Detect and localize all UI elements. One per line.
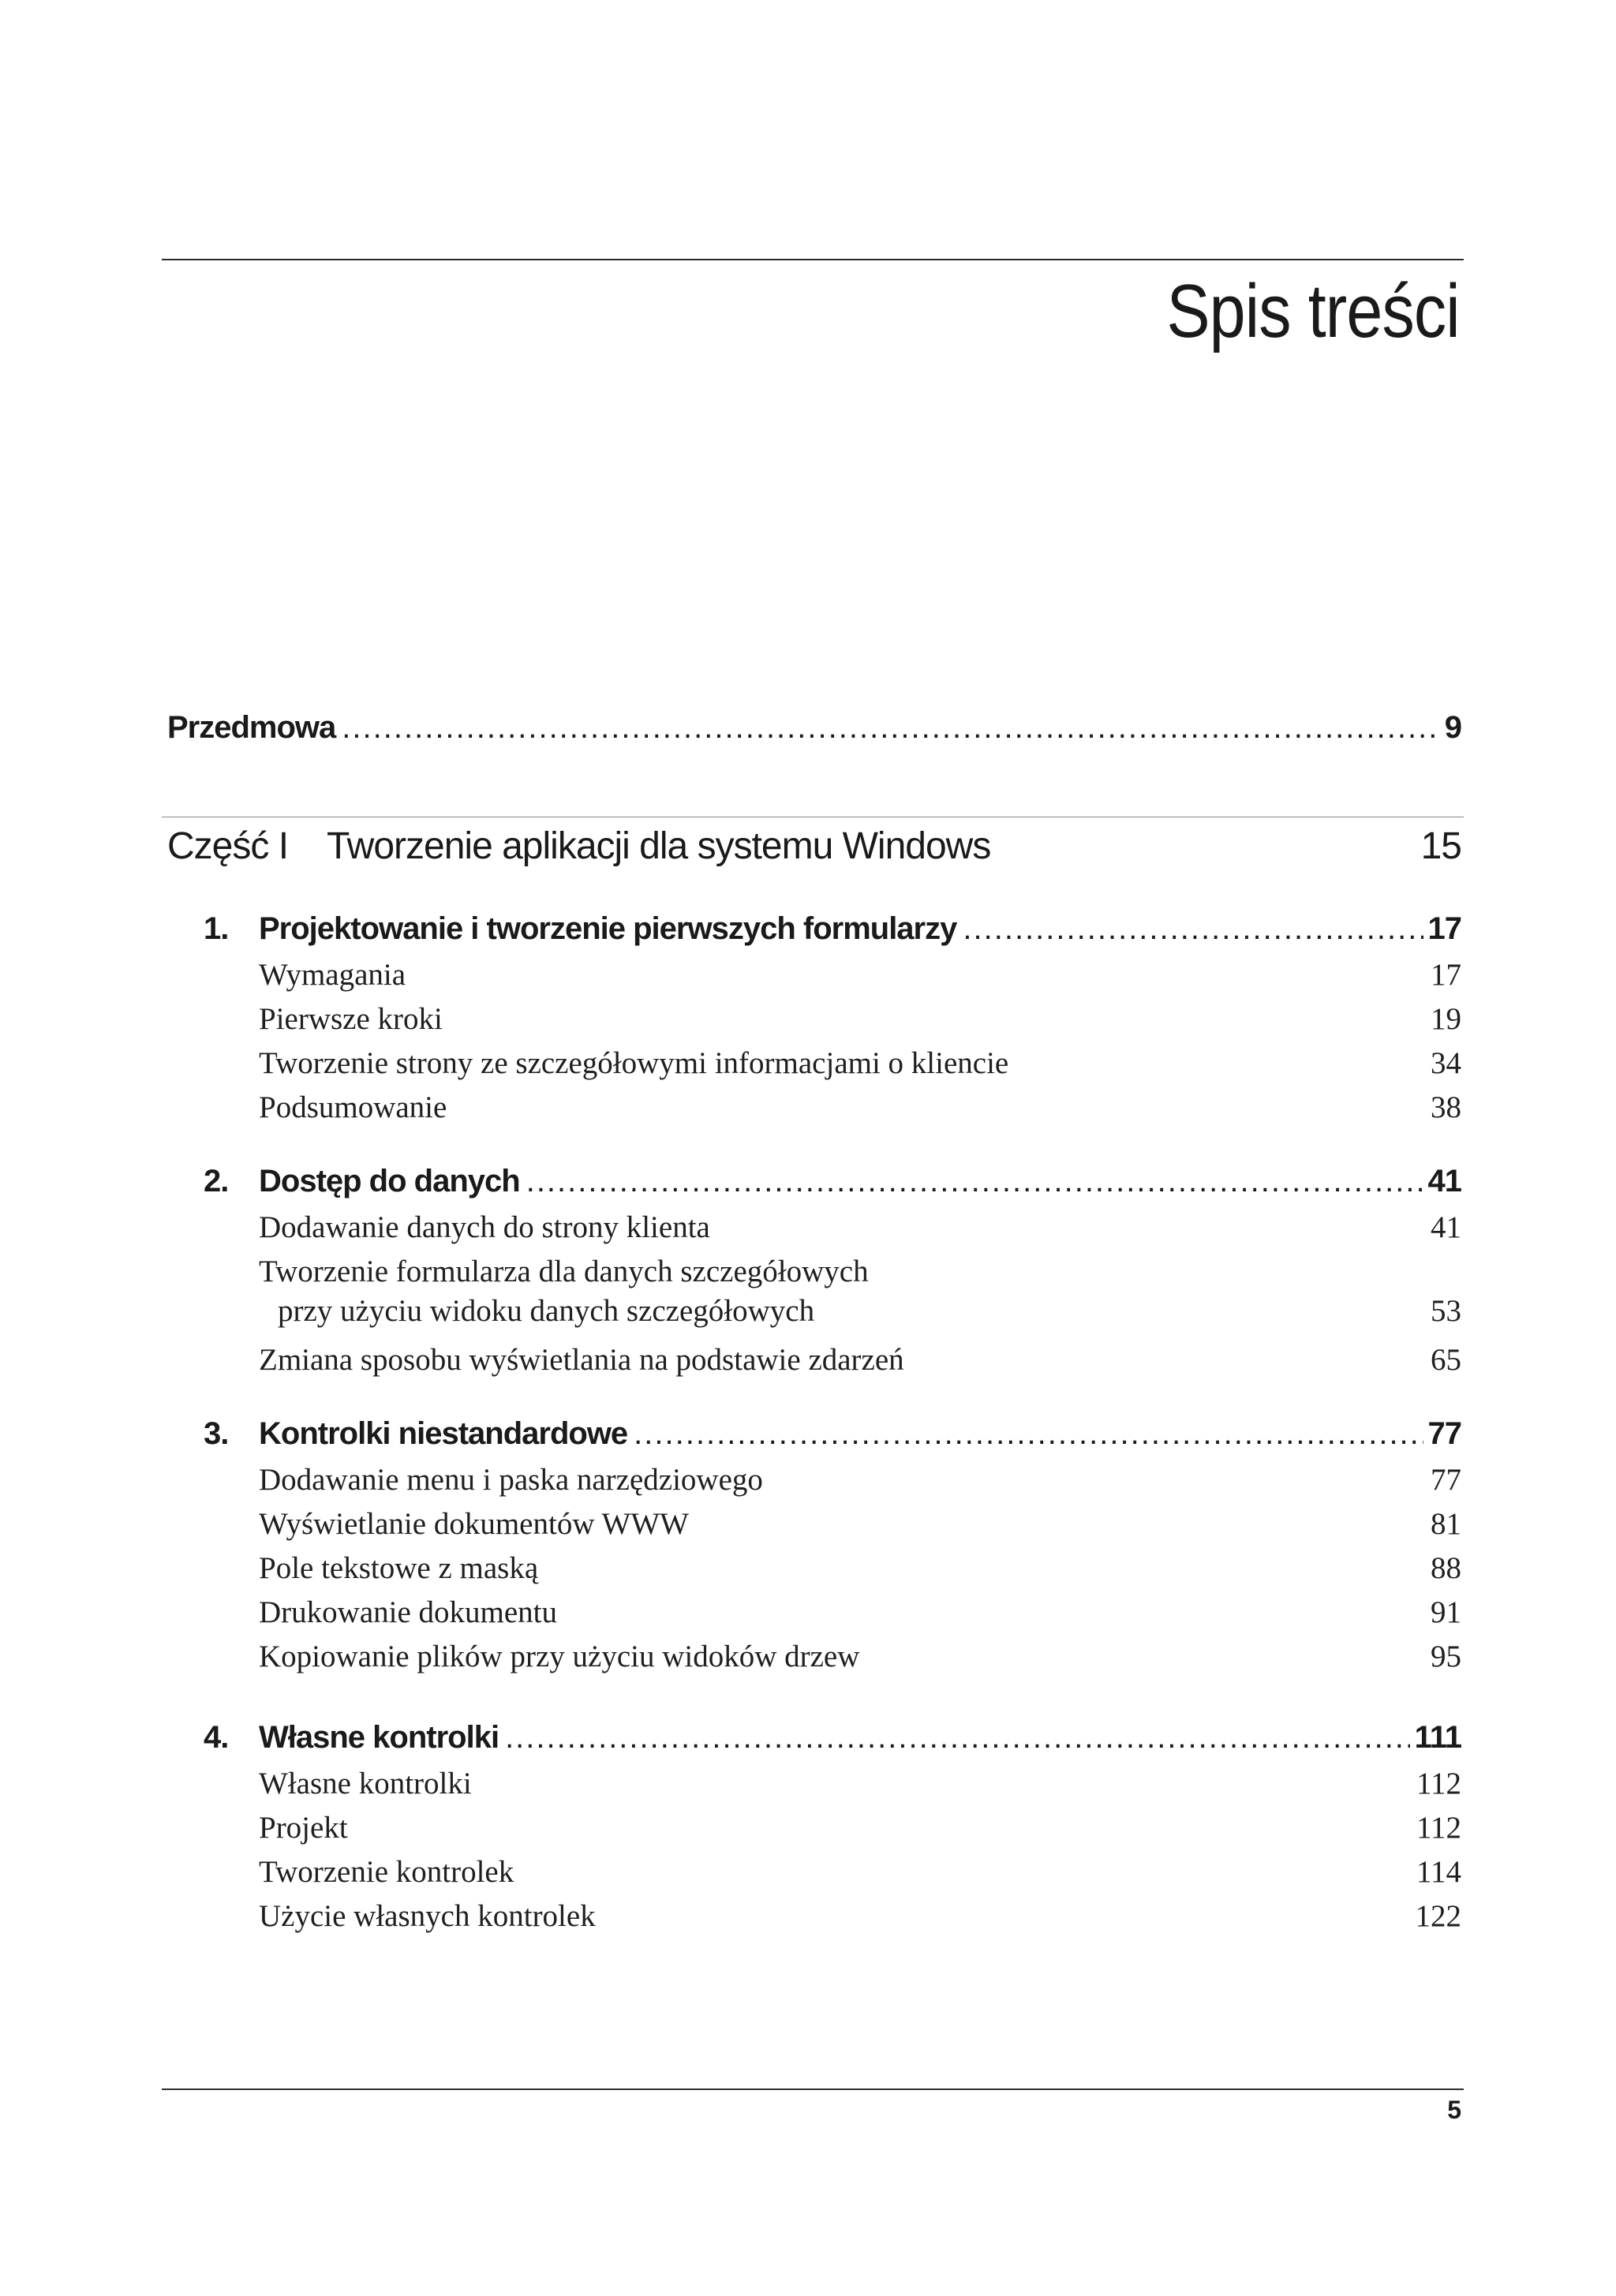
entry-label-continued: przy użyciu widoku danych szczegółowych (278, 1294, 815, 1328)
dot-leader (634, 1416, 1423, 1452)
chapter-heading (259, 911, 1461, 947)
footer-page-number: 5 (1447, 2096, 1461, 2124)
entry-page: 114 (1416, 1855, 1461, 1889)
entry-label: Pierwsze kroki (259, 1002, 443, 1036)
entry-page: 38 (1431, 1090, 1461, 1124)
preface-label: Przedmowa (167, 710, 336, 745)
chapter-number: 2. (204, 1164, 229, 1198)
page-title: Spis treści (1166, 269, 1460, 353)
entry-label: Wymagania (259, 958, 406, 992)
chapter-page: 77 (1427, 1416, 1461, 1451)
part-title: Tworzenie aplikacji dla systemu Windows (327, 825, 991, 867)
chapter-title: Dostęp do danych (259, 1164, 520, 1198)
chapter-page: 41 (1427, 1164, 1461, 1198)
chapter-heading (259, 1720, 1461, 1756)
entry-label: Własne kontrolki (259, 1767, 472, 1801)
entry-label: Pole tekstowe z maską (259, 1551, 539, 1585)
entry-label: Tworzenie formularza dla danych szczegółowych (259, 1255, 869, 1288)
entry-page: 34 (1431, 1046, 1461, 1080)
entry-page: 81 (1431, 1507, 1461, 1541)
part-label: Część I (167, 825, 289, 867)
part-page: 15 (1420, 825, 1461, 867)
dot-leader (963, 911, 1423, 947)
chapter-heading (259, 1416, 1461, 1452)
entry-page: 19 (1431, 1002, 1461, 1036)
entry-page: 95 (1431, 1640, 1461, 1673)
footer-rule (162, 2088, 1464, 2090)
chapter-title: Projektowanie i tworzenie pierwszych formularzy (259, 911, 957, 946)
entry-page: 122 (1415, 1899, 1461, 1933)
dot-leader (505, 1720, 1410, 1756)
entry-label: Tworzenie strony ze szczegółowymi informacjami o kliencie (259, 1046, 1009, 1080)
entry-label: Dodawanie danych do strony klienta (259, 1210, 710, 1244)
toc-part (167, 825, 1461, 880)
chapter-title: Kontrolki niestandardowe (259, 1416, 628, 1451)
entry-label: Kopiowanie plików przy użyciu widoków drzew (259, 1640, 860, 1673)
entry-label: Wyświetlanie dokumentów WWW (259, 1507, 689, 1541)
entry-label: Projekt (259, 1811, 348, 1845)
toc-preface (167, 710, 1461, 746)
entry-label: Zmiana sposobu wyświetlania na podstawie zdarzeń (259, 1343, 904, 1377)
entry-label: Tworzenie kontrolek (259, 1855, 514, 1889)
entry-page: 77 (1431, 1463, 1461, 1497)
chapter-number: 3. (204, 1416, 229, 1451)
entry-page: 53 (1431, 1294, 1461, 1328)
chapter-title: Własne kontrolki (259, 1720, 499, 1755)
entry-label: Drukowanie dokumentu (259, 1595, 558, 1629)
chapter-heading (259, 1164, 1461, 1199)
entry-label: Użycie własnych kontrolek (259, 1899, 596, 1933)
entry-page: 112 (1416, 1811, 1461, 1845)
top-rule (162, 259, 1464, 260)
entry-page: 17 (1431, 958, 1461, 992)
dot-leader (526, 1164, 1423, 1199)
chapter-page: 17 (1427, 911, 1461, 946)
entry-page: 65 (1431, 1343, 1461, 1377)
entry-label: Dodawanie menu i paska narzędziowego (259, 1463, 763, 1497)
entry-page: 112 (1416, 1767, 1461, 1801)
entry-page: 91 (1431, 1595, 1461, 1629)
chapter-page: 111 (1414, 1720, 1461, 1755)
preface-page: 9 (1444, 710, 1461, 745)
entry-label: Podsumowanie (259, 1090, 447, 1124)
dot-leader (342, 710, 1439, 746)
entry-page: 88 (1431, 1551, 1461, 1585)
entry-page: 41 (1431, 1210, 1461, 1244)
chapter-number: 4. (204, 1720, 229, 1755)
chapter-number: 1. (204, 911, 229, 946)
